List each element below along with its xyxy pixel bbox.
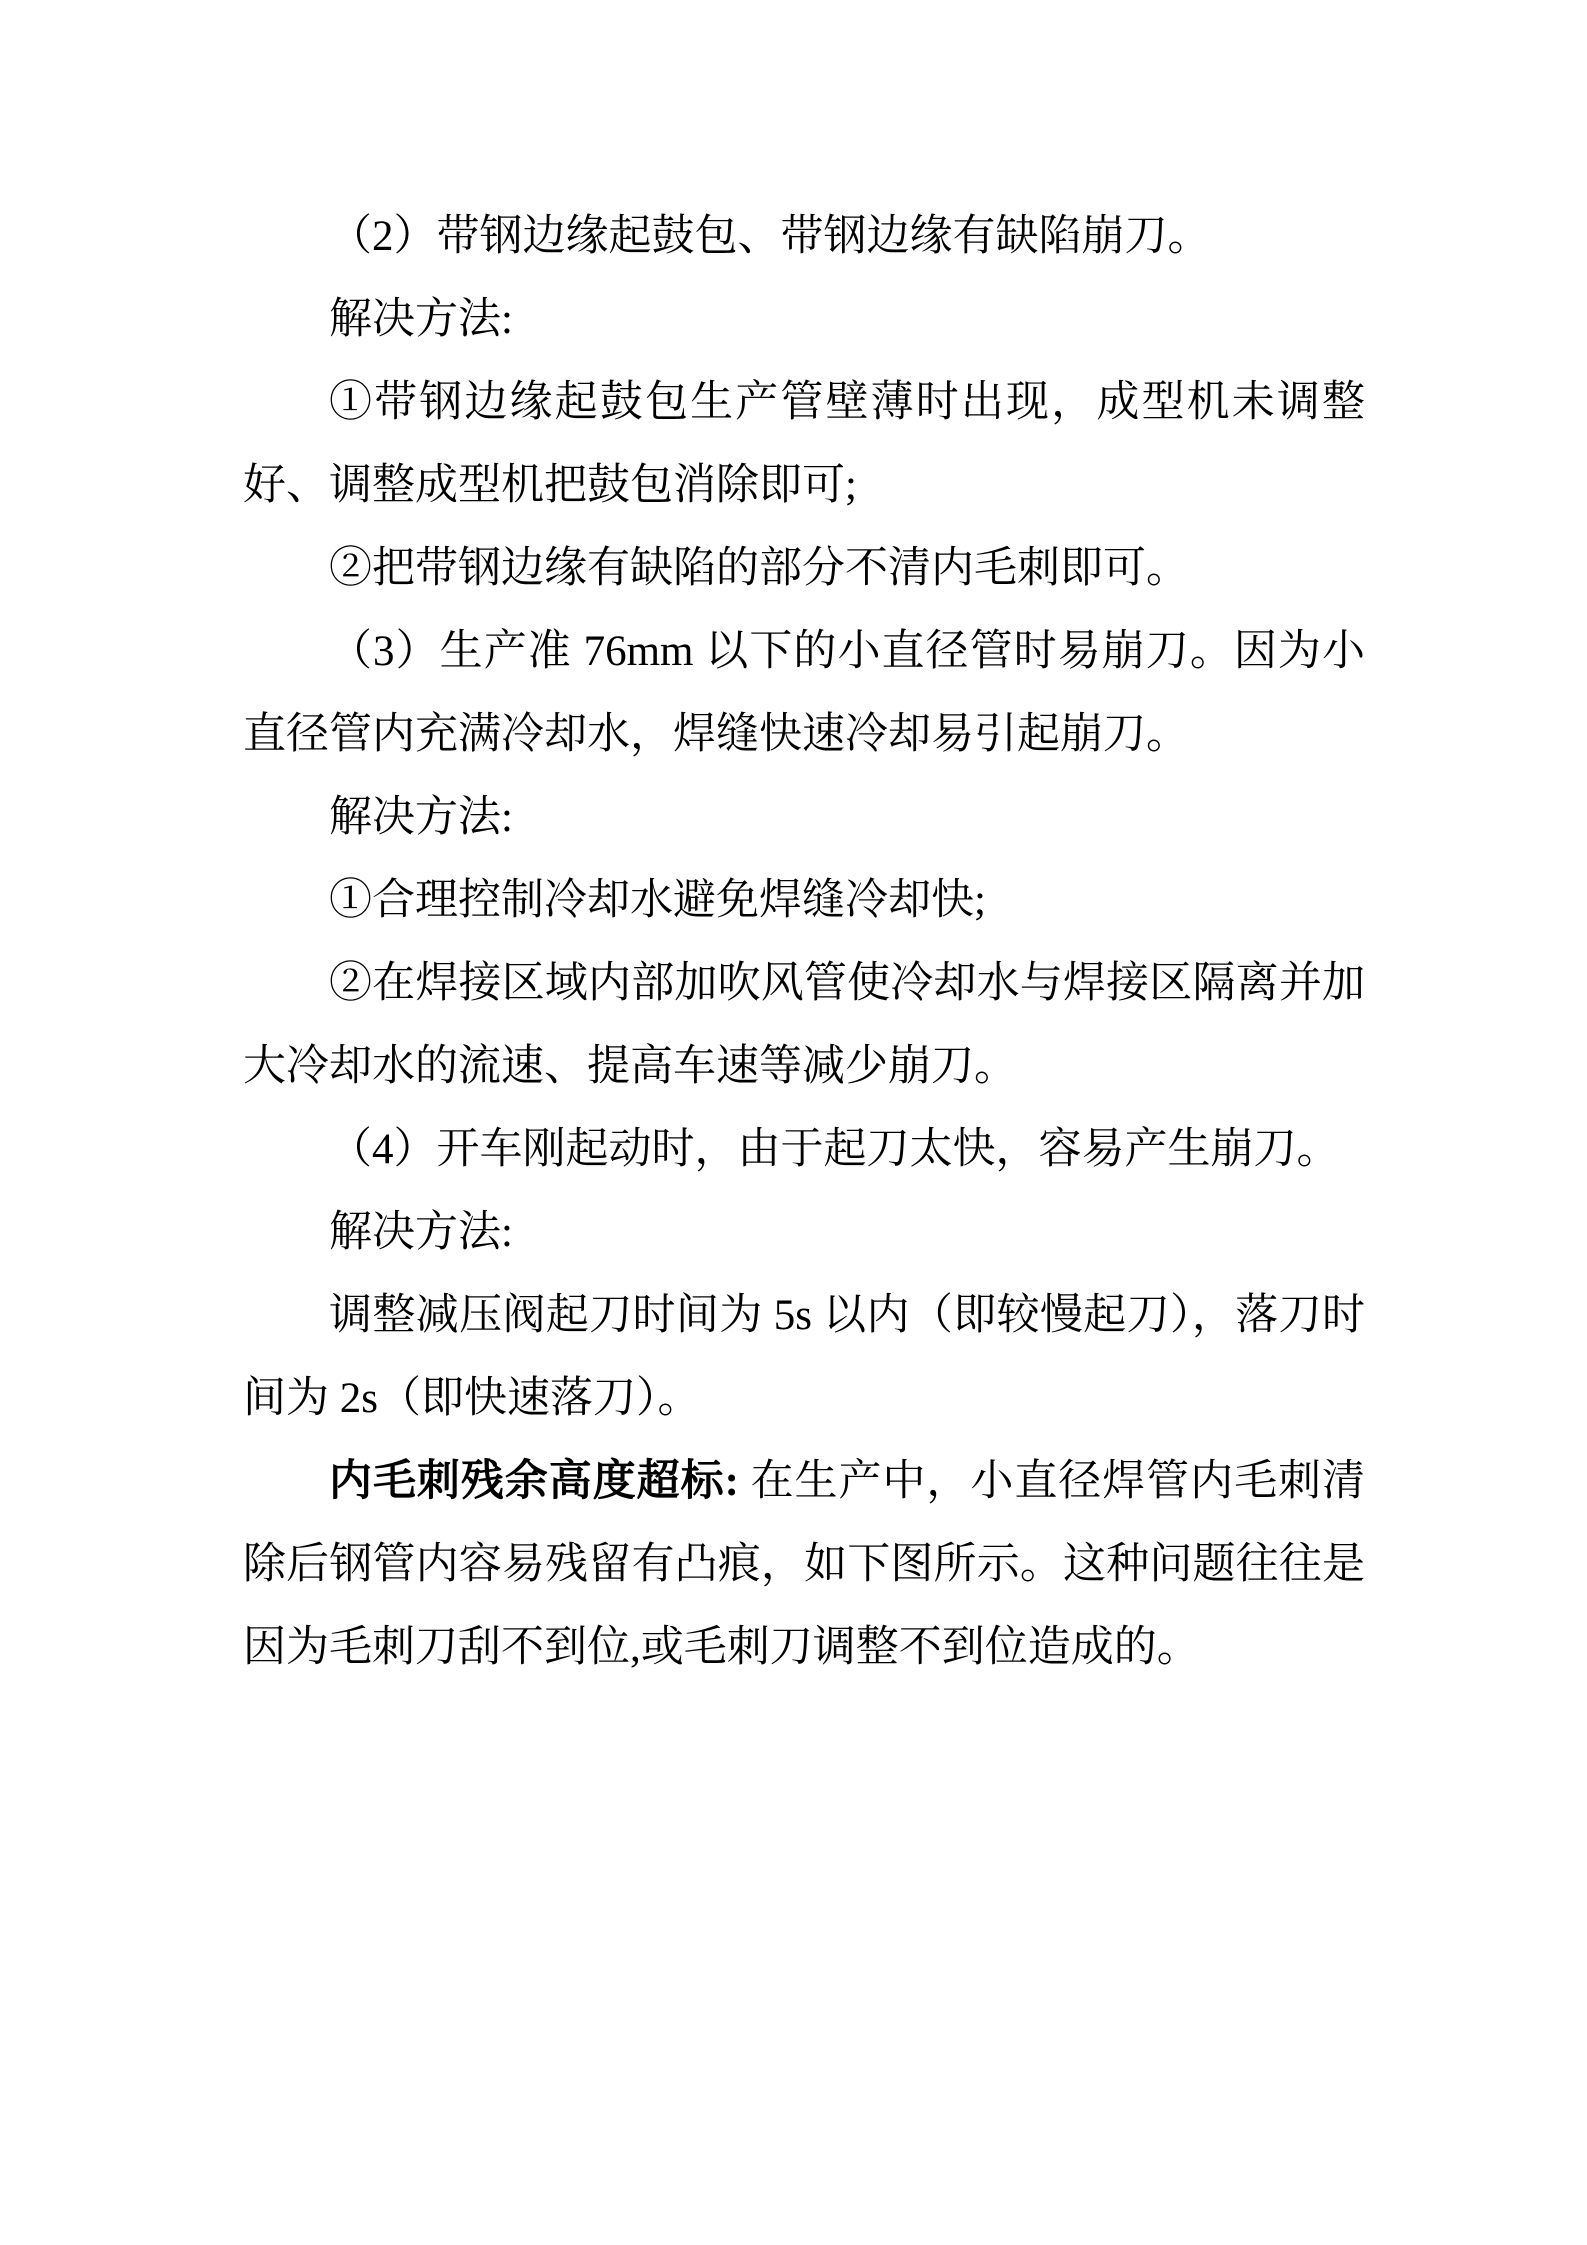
solution-3-step-2: ②在焊接区域内部加吹风管使冷却水与焊接区隔离并加大冷却水的流速、提高车速等减少崩刀。	[243, 960, 1365, 1090]
solution-2-step-2: ②把带钢边缘有缺陷的部分不清内毛刺即可。	[329, 545, 1189, 592]
solution-2-step-1: ①带钢边缘起鼓包生产管壁薄时出现，成型机未调整好、调整成型机把鼓包消除即可;	[243, 379, 1365, 509]
problem-item-2: （2）带钢边缘起鼓包、带钢边缘有缺陷崩刀。	[329, 213, 1211, 260]
solution-label-1: 解决方法:	[329, 296, 513, 343]
solution-4-text: 调整减压阀起刀时间为 5s 以内（即较慢起刀），落刀时间为 2s（即快速落刀）。	[243, 1292, 1365, 1422]
problem-item-4: （4）开车刚起动时，由于起刀太快，容易产生崩刀。	[329, 1126, 1340, 1173]
solution-label-2: 解决方法:	[329, 794, 513, 841]
burr-height-paragraph	[243, 1440, 1365, 1689]
burr-height-heading: 内毛刺残余高度超标:	[329, 1458, 739, 1505]
solution-label-3: 解决方法:	[329, 1209, 513, 1256]
burr-height-body: 在生产中，小直径焊管内毛刺清除后钢管内容易残留有凸痕，如下图所示。这种问题往往是因为毛刺刀刮不到位,或毛刺刀调整不到位造成的。	[243, 1458, 1365, 1671]
solution-3-step-1: ①合理控制冷却水避免焊缝冷却快;	[329, 877, 986, 924]
problem-item-3: （3）生产准 76mm 以下的小直径管时易崩刀。因为小直径管内充满冷却水，焊缝快速冷却易引起崩刀。	[243, 628, 1365, 758]
